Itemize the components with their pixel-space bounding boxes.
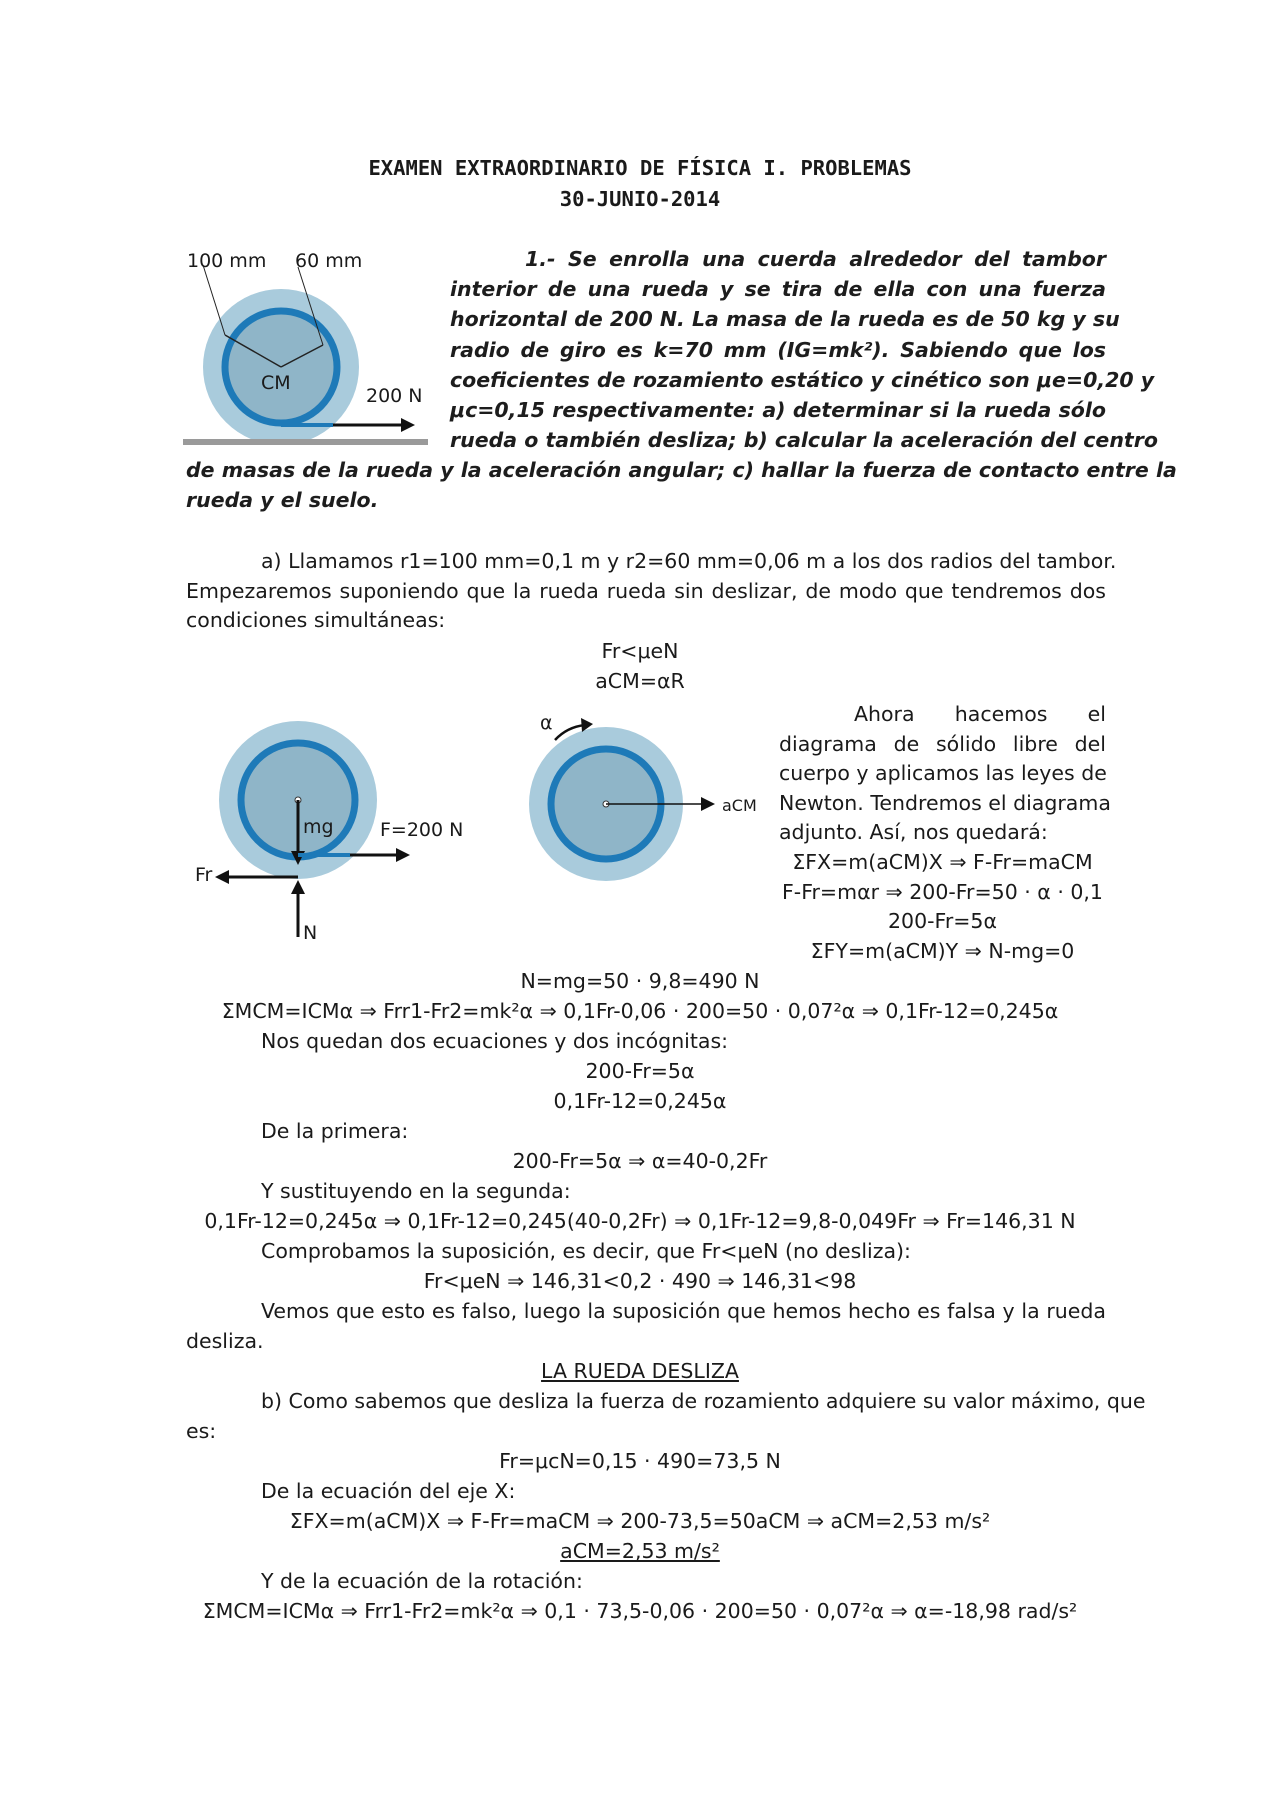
text-line: Ahora hacemos el: [854, 702, 1106, 726]
text-line: b) Como sabemos que desliza la fuerza de rozamiento adquiere su valor máximo, que: [261, 1389, 1146, 1413]
text-line: diagrama de sólido libre del: [779, 731, 1106, 756]
text-line: a) Llamamos r1=100 mm=0,1 m y r2=60 mm=0,06 m a los dos radios del tambor.: [261, 549, 1117, 573]
problem-line: 1.- Se enrolla una cuerda alrededor del tambor: [525, 247, 1106, 271]
exam-date: 30-JUNIO-2014: [559, 187, 721, 211]
text-line: Newton. Tendremos el diagrama: [779, 790, 1111, 815]
newton-equations: [779, 848, 1106, 966]
problem-line: de masas de la rueda y la aceleración angular; c) hallar la fuerza de contacto entre la: [186, 458, 1177, 482]
applied-force-arrowhead: [396, 848, 410, 862]
intro-paragraph: [186, 547, 1117, 636]
heading-text: LA RUEDA DESLIZA: [541, 1359, 739, 1383]
text-line: De la ecuación del eje X:: [261, 1479, 516, 1503]
text-line: cuerpo y aplicamos las leyes de: [779, 761, 1107, 786]
problem-line: rueda o también desliza; b) calcular la aceleración del centro: [450, 428, 1158, 453]
text-line: Comprobamos la suposición, es decir, que Fr<μeN (no desliza):: [261, 1239, 911, 1263]
normal-arrowhead: [291, 880, 305, 894]
problem-line: coeficientes de rozamiento estático y cinético son μe=0,20 y: [450, 367, 1155, 392]
leader-line-r1: [203, 265, 225, 335]
text-line: De la primera:: [261, 1119, 409, 1143]
conditions: [0, 637, 1280, 696]
part-b-paragraph: [186, 1387, 1146, 1446]
free-body-diagram: [185, 705, 765, 950]
label-cm: CM: [261, 372, 291, 394]
normal-equation: N=mg=50 · 9,8=490 N: [520, 969, 760, 993]
text-line: Nos quedan dos ecuaciones y dos incógnitas:: [261, 1029, 729, 1053]
acceleration-arrowhead: [701, 797, 715, 811]
equation: 200-Fr=5α: [888, 909, 997, 934]
text-line: desliza.: [186, 1328, 264, 1353]
friction-max-equation: Fr=μcN=0,15 · 490=73,5 N: [499, 1449, 781, 1473]
problem-line: μc=0,15 respectivamente: a) determinar si la rueda sólo: [450, 398, 1106, 423]
system-eq-2: 0,1Fr-12=0,245α: [553, 1089, 727, 1113]
text-line: adjunto. Así, nos quedará:: [779, 820, 1048, 845]
equation: ΣFY=m(aCM)Y ⇒ N-mg=0: [810, 938, 1075, 963]
label-60mm: 60 mm: [295, 250, 363, 272]
text-line: condiciones simultáneas:: [186, 608, 446, 633]
label-f200: F=200 N: [380, 819, 464, 841]
section-heading: [0, 1357, 1280, 1387]
problem-block-full: [186, 455, 1177, 515]
alpha-equation: 200-Fr=5α ⇒ α=40-0,2Fr: [512, 1149, 768, 1173]
conclusion-paragraph: [186, 1297, 1106, 1356]
check-equation: Fr<μeN ⇒ 146,31<0,2 · 490 ⇒ 146,31<98: [423, 1269, 857, 1293]
label-n: N: [303, 922, 318, 944]
x-axis-equation: ΣFX=m(aCM)X ⇒ F-Fr=maCM ⇒ 200-73,5=50aCM ⇒ aCM=2,53 m/s²: [289, 1509, 991, 1533]
fbd-explanation: [779, 700, 1111, 848]
problem-line: horizontal de 200 N. La masa de la rueda es de 50 kg y su: [450, 307, 1120, 332]
condition-friction: Fr<μeN: [601, 639, 679, 663]
text-line: Y sustituyendo en la segunda:: [261, 1179, 571, 1203]
text-line: Empezaremos suponiendo que la rueda rueda sin deslizar, de modo que tendremos dos: [186, 578, 1106, 603]
wheel-figure: [183, 245, 433, 445]
fr-equation: 0,1Fr-12=0,245α ⇒ 0,1Fr-12=0,245(40-0,2Fr) ⇒ 0,1Fr-12=9,8-0,049Fr ⇒ Fr=146,31 N: [204, 1209, 1076, 1233]
condition-rolling: aCM=αR: [595, 668, 685, 693]
label-alpha: α: [540, 712, 553, 734]
text-line: Y de la ecuación de la rotación:: [261, 1569, 583, 1593]
label-200n: 200 N: [366, 385, 423, 407]
text-line: Vemos que esto es falso, luego la suposición que hemos hecho es falsa y la rueda: [261, 1299, 1106, 1323]
force-arrowhead: [401, 418, 415, 432]
problem-line: interior de una rueda y se tira de ella con una fuerza: [450, 277, 1106, 302]
problem-line: rueda y el suelo.: [186, 488, 379, 513]
rotation-equation: ΣMCM=ICMα ⇒ Frr1-Fr2=mk²α ⇒ 0,1 · 73,5-0,06 · 200=50 · 0,07²α ⇒ α=-18,98 rad/s²: [202, 1599, 1078, 1623]
label-acm: aCM: [722, 796, 757, 815]
page-title: EXAMEN EXTRAORDINARIO DE FÍSICA I. PROBLEMAS: [368, 156, 912, 180]
problem-block-right: [450, 244, 1158, 455]
text-line: es:: [186, 1418, 217, 1443]
acm-result-text: aCM=2,53 m/s²: [560, 1539, 720, 1563]
label-100mm: 100 mm: [187, 250, 267, 272]
moment-equation: ΣMCM=ICMα ⇒ Frr1-Fr2=mk²α ⇒ 0,1Fr-0,06 · 200=50 · 0,07²α ⇒ 0,1Fr-12=0,245α: [221, 999, 1059, 1023]
friction-arrowhead: [215, 870, 229, 884]
system-eq-1: 200-Fr=5α: [585, 1059, 695, 1083]
problem-line: radio de giro es k=70 mm (IG=mk²). Sabiendo que los: [450, 337, 1106, 362]
equation: F-Fr=mαr ⇒ 200-Fr=50 · α · 0,1: [782, 879, 1103, 904]
equation: ΣFX=m(aCM)X ⇒ F-Fr=maCM: [792, 850, 1093, 874]
acm-result: [0, 1537, 1280, 1567]
label-mg: mg: [303, 816, 334, 838]
label-fr: Fr: [195, 864, 213, 886]
